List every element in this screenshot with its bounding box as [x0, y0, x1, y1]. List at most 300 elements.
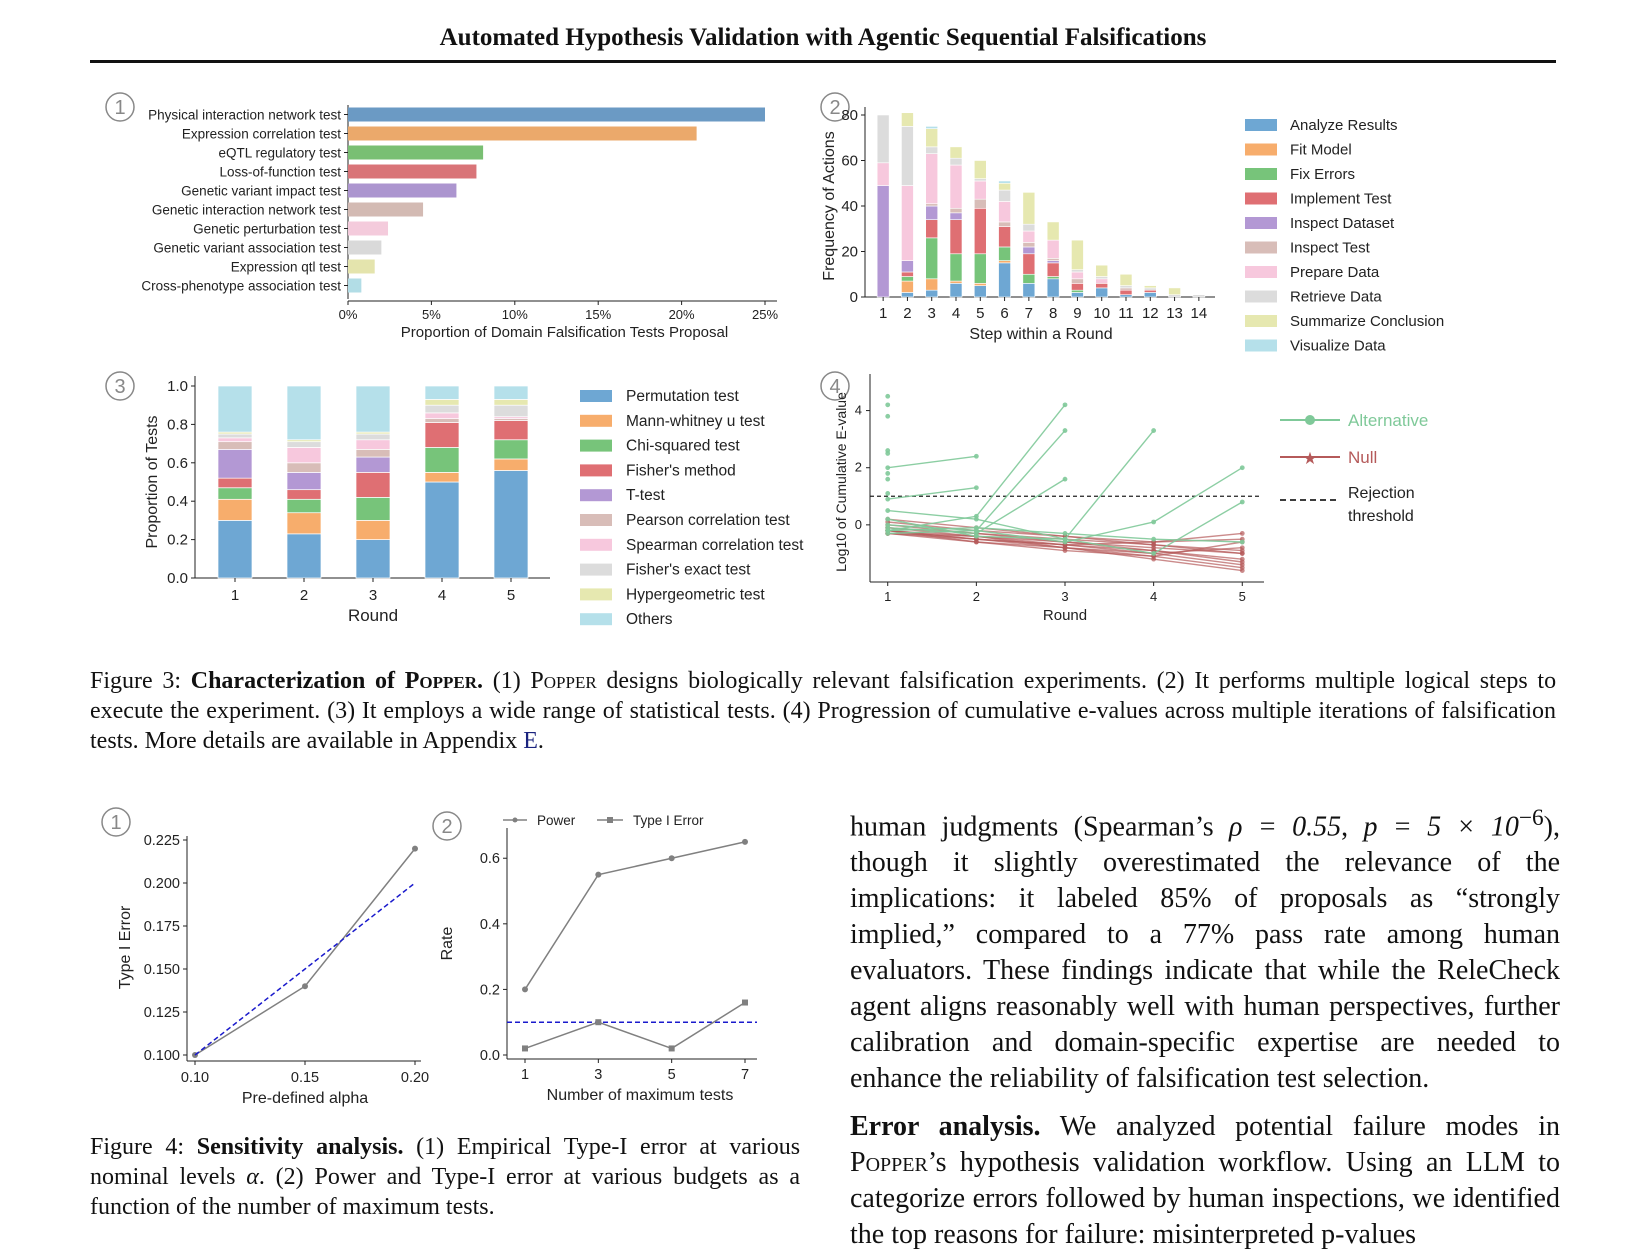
type1-error-point — [522, 1045, 528, 1051]
legend-label: Summarize Conclusion — [1290, 313, 1445, 330]
type1-error-point — [669, 1045, 675, 1051]
stacked-bar-segment — [1096, 277, 1108, 279]
alternative-point — [1151, 551, 1156, 556]
p1-text1: human judgments (Spearman’s — [850, 811, 1214, 843]
stacked-bar-segment — [218, 434, 252, 438]
stacked-bar-segment — [218, 438, 252, 442]
y-axis-label: Log10 of Cumulative E-value — [833, 392, 849, 572]
legend-swatch — [1245, 217, 1277, 229]
stacked-bar-segment — [1023, 283, 1035, 297]
panel-label: 2 — [829, 97, 841, 119]
power-point — [595, 872, 601, 878]
stacked-bar-segment — [1071, 270, 1083, 272]
category-label: Expression correlation test — [181, 126, 341, 142]
figure3-text2: designs biologically relevant falsification experiments. (2) It performs multiple logical steps to execute the experiment. (3) It employs a wide range of statistical tests. (4) Progression of cumulative e-values across multiple iterations of falsification tests. More details are available in Appendix — [90, 668, 1557, 754]
null-point — [1151, 542, 1156, 547]
stacked-bar-segment — [425, 472, 459, 482]
alternative-point — [1151, 520, 1156, 525]
stacked-bar-segment — [218, 488, 252, 500]
y-tick-label: 0.2 — [479, 982, 500, 999]
appendix-link[interactable]: E — [523, 728, 538, 754]
stacked-bar-segment — [494, 405, 528, 417]
category-label: Genetic variant impact test — [181, 183, 341, 199]
power-point — [522, 986, 528, 992]
stacked-bar-segment — [425, 413, 459, 419]
power-point — [742, 839, 748, 845]
stacked-bar-segment — [950, 147, 962, 158]
stacked-bar-segment — [999, 181, 1011, 183]
stacked-bar-segment — [287, 447, 321, 462]
category-label: Genetic perturbation test — [193, 221, 341, 237]
x-axis-label: Number of maximum tests — [546, 1087, 734, 1104]
figure4-caption — [90, 1132, 800, 1222]
x-tick-label: 7 — [1024, 305, 1034, 322]
bar — [348, 108, 765, 122]
stacked-bar-segment — [1023, 224, 1035, 231]
figure3-end: . — [537, 728, 544, 754]
legend-label: Chi-squared test — [626, 437, 740, 455]
figure4-text1: (1) Empirical Type-I error at various nominal levels — [90, 1134, 801, 1190]
stacked-bar-segment — [974, 199, 986, 208]
legend-label: Permutation test — [626, 388, 739, 405]
stacked-bar-segment — [356, 434, 390, 440]
error-analysis-heading: Error analysis. — [850, 1111, 1041, 1143]
legend-swatch — [580, 588, 612, 600]
x-axis-label: Round — [1042, 607, 1088, 624]
x-tick-label: 13 — [1166, 305, 1183, 322]
legend-null-marker: ★ — [1302, 449, 1318, 468]
alternative-point — [1240, 465, 1245, 470]
legend-swatch — [580, 539, 612, 551]
stacked-bar-segment — [901, 186, 913, 261]
type1-error-line — [195, 849, 415, 1055]
alternative-point — [974, 525, 979, 530]
stacked-bar-segment — [950, 283, 962, 297]
legend-swatch — [1245, 340, 1277, 352]
panel-label: 4 — [829, 376, 841, 398]
figure4-bold: Sensitivity analysis. — [196, 1134, 404, 1160]
stacked-bar-segment — [287, 534, 321, 578]
stacked-bar-segment — [1047, 240, 1059, 258]
stacked-bar-segment — [999, 247, 1011, 261]
fig4-panel1-chart — [90, 800, 430, 1130]
legend-swatch — [580, 514, 612, 526]
alternative-point — [1240, 540, 1245, 545]
y-tick-label: 0.4 — [479, 916, 500, 933]
legend-label: Analyze Results — [1290, 117, 1398, 134]
stacked-bar-segment — [901, 272, 913, 277]
legend-label: Spearman correlation test — [626, 536, 804, 554]
p1-pvalue: p = 5 × 10 — [1363, 811, 1519, 843]
paragraph-error-analysis — [850, 1109, 1560, 1253]
type1-error-line — [525, 1003, 745, 1049]
x-tick-label: 5 — [506, 587, 516, 604]
alpha-symbol: α — [246, 1164, 259, 1190]
x-axis-label: Pre-defined alpha — [241, 1090, 369, 1107]
stacked-bar-segment — [425, 447, 459, 472]
stacked-bar-segment — [287, 490, 321, 500]
bar — [348, 222, 388, 236]
stacked-bar-segment — [999, 261, 1011, 263]
null-point — [1063, 545, 1068, 550]
stacked-bar-segment — [1120, 290, 1132, 295]
stacked-bar-segment — [974, 283, 986, 285]
alternative-point — [885, 497, 890, 502]
type1-error-point — [302, 983, 308, 989]
stacked-bar-segment — [356, 449, 390, 457]
x-tick-label: 3 — [1061, 589, 1069, 604]
stacked-bar-segment — [1023, 274, 1035, 283]
stacked-bar-segment — [926, 279, 938, 290]
stacked-bar-segment — [926, 129, 938, 147]
alternative-point — [885, 394, 890, 399]
legend-label: Fisher's exact test — [626, 561, 751, 579]
null-point — [1240, 560, 1245, 565]
type1-error-point — [742, 1000, 748, 1006]
figure4-label: Figure 4: — [90, 1134, 185, 1160]
alternative-point — [974, 534, 979, 539]
category-label: Loss-of-function test — [219, 164, 341, 180]
null-point — [1240, 545, 1245, 550]
category-label: Genetic interaction network test — [151, 202, 341, 218]
stacked-bar-segment — [901, 292, 913, 297]
x-tick-label: 7 — [740, 1067, 750, 1083]
stacked-bar-segment — [926, 290, 938, 297]
stacked-bar-segment — [356, 440, 390, 450]
category-label: Expression qtl test — [230, 259, 341, 275]
panel-label-circle — [106, 93, 134, 121]
type1-error-point — [412, 846, 418, 852]
stacked-bar-segment — [287, 472, 321, 489]
legend-power-marker — [513, 818, 518, 823]
alternative-point — [885, 471, 890, 476]
stacked-bar-segment — [974, 286, 986, 297]
alternative-point — [885, 465, 890, 470]
x-axis-label: Step within a Round — [969, 326, 1113, 343]
legend-label: Inspect Test — [1290, 239, 1370, 257]
stacked-bar-segment — [926, 238, 938, 279]
legend-label: threshold — [1348, 508, 1414, 525]
stacked-bar-segment — [218, 499, 252, 520]
reference-diagonal-line — [195, 883, 415, 1055]
x-tick-label: 2 — [299, 587, 309, 604]
y-axis-label: Rate — [439, 926, 456, 961]
bar — [348, 127, 697, 141]
x-tick-label: 25% — [751, 307, 779, 322]
legend-swatch — [1245, 119, 1277, 131]
alternative-point — [1063, 531, 1068, 536]
stacked-bar-segment — [1023, 254, 1035, 274]
stacked-bar-segment — [974, 161, 986, 179]
stacked-bar-segment — [287, 442, 321, 448]
x-tick-label: 15% — [585, 307, 612, 322]
stacked-bar-segment — [1071, 272, 1083, 279]
x-tick-label: 0.10 — [180, 1070, 210, 1086]
p1-comma: , — [1341, 811, 1349, 843]
stacked-bar-segment — [999, 263, 1011, 297]
fig3-panel1-chart — [100, 85, 800, 350]
legend-swatch — [580, 464, 612, 476]
legend-label: Null — [1348, 448, 1378, 467]
stacked-bar-segment — [950, 213, 962, 220]
category-label: eQTL regulatory test — [218, 145, 341, 161]
x-tick-label: 1 — [884, 589, 892, 604]
legend-label: Inspect Dataset — [1290, 215, 1395, 232]
stacked-bar-segment — [974, 208, 986, 254]
stacked-bar-segment — [1047, 222, 1059, 240]
stacked-bar-segment — [926, 220, 938, 238]
y-tick-label: 0.4 — [167, 493, 188, 511]
stacked-bar-segment — [1120, 288, 1132, 290]
alternative-point — [1063, 477, 1068, 482]
stacked-bar-segment — [218, 478, 252, 488]
stacked-bar-segment — [1169, 295, 1181, 297]
legend-label: Implement Test — [1290, 190, 1392, 208]
alternative-point — [885, 402, 890, 407]
legend-label: Fisher's method — [626, 462, 736, 480]
y-tick-label: 4 — [854, 402, 862, 418]
legend-swatch — [1245, 315, 1277, 327]
y-tick-label: 0.6 — [479, 851, 500, 868]
stacked-bar-segment — [901, 277, 913, 282]
bar — [348, 203, 423, 217]
stacked-bar-segment — [877, 163, 889, 186]
stacked-bar-segment — [287, 513, 321, 534]
stacked-bar-segment — [1144, 290, 1156, 292]
stacked-bar-segment — [218, 449, 252, 478]
y-tick-label: 0 — [849, 289, 858, 306]
x-tick-label: 5% — [422, 307, 441, 322]
power-point — [669, 855, 675, 861]
stacked-bar-segment — [218, 520, 252, 578]
stacked-bar-segment — [1047, 279, 1059, 297]
stacked-bar-segment — [287, 386, 321, 440]
stacked-bar-segment — [950, 281, 962, 283]
stacked-bar-segment — [1023, 247, 1035, 254]
stacked-bar-segment — [1120, 286, 1132, 288]
y-tick-label: 2 — [854, 459, 862, 475]
stacked-bar-segment — [1144, 288, 1156, 290]
stacked-bar-segment — [877, 115, 889, 163]
stacked-bar-segment — [425, 482, 459, 578]
y-tick-label: 0.175 — [143, 919, 180, 935]
stacked-bar-segment — [1096, 283, 1108, 288]
x-tick-label: 10 — [1093, 305, 1111, 322]
header-rule — [90, 60, 1556, 63]
y-tick-label: 0.0 — [167, 570, 188, 587]
x-tick-label: 10% — [501, 307, 528, 322]
x-tick-label: 5 — [667, 1067, 676, 1083]
stacked-bar-segment — [877, 186, 889, 297]
stacked-bar-segment — [926, 204, 938, 206]
alternative-point — [885, 477, 890, 482]
legend-label: Alternative — [1348, 411, 1429, 430]
alternative-point — [974, 454, 979, 459]
stacked-bar-segment — [356, 457, 390, 472]
stacked-bar-segment — [1047, 277, 1059, 279]
stacked-bar-segment — [1096, 265, 1108, 276]
stacked-bar-segment — [1023, 242, 1035, 247]
alternative-line — [888, 488, 977, 499]
x-tick-label: 1 — [878, 305, 888, 322]
bar — [348, 279, 361, 293]
stacked-bar-segment — [950, 254, 962, 281]
stacked-bar-segment — [356, 540, 390, 578]
x-tick-label: 4 — [437, 587, 447, 604]
p1-text3: ), though it slightly overestimated the relevance of the implications: it labeled 85% of proposals as “strongly implied,” compared to a 77% pass rate among human evaluators. These findings indicate that while the ReleCheck agent aligns reasonably well with human perspectives, further calibration and domain-specific expertise are needed to enhance the reliability of falsification test selection. — [850, 811, 1560, 1095]
stacked-bar-segment — [1120, 295, 1132, 297]
alternative-point — [885, 517, 890, 522]
stacked-bar-segment — [218, 442, 252, 450]
x-tick-label: 4 — [951, 305, 961, 322]
legend-swatch — [580, 440, 612, 452]
x-tick-label: 1 — [230, 587, 240, 604]
panel-label: 1 — [110, 812, 122, 834]
stacked-bar-segment — [494, 421, 528, 440]
alternative-point — [1063, 402, 1068, 407]
x-tick-label: 3 — [927, 305, 936, 322]
x-axis-label: Proportion of Domain Falsification Tests Proposal — [400, 324, 729, 341]
legend-swatch — [580, 390, 612, 402]
stacked-bar-segment — [425, 386, 459, 399]
power-line — [525, 842, 745, 990]
figure3-popper: Popper. — [404, 668, 484, 694]
stacked-bar-segment — [425, 399, 459, 405]
figure3-label: Figure 3: — [90, 668, 182, 694]
stacked-bar-segment — [901, 281, 913, 292]
fig4-panel2-chart — [425, 800, 775, 1130]
y-axis-label: Frequency of Actions — [821, 131, 838, 281]
stacked-bar-segment — [1071, 292, 1083, 297]
p1-rho: ρ = 0.55 — [1229, 811, 1342, 843]
stacked-bar-segment — [287, 463, 321, 473]
body-column — [850, 800, 1560, 1253]
stacked-bar-segment — [356, 520, 390, 539]
running-header: Automated Hypothesis Validation with Agentic Sequential Falsifications — [439, 24, 1207, 51]
bar — [348, 241, 381, 255]
legend-swatch — [580, 489, 612, 501]
category-label: Cross-phenotype association test — [141, 278, 341, 294]
stacked-bar-segment — [901, 113, 913, 127]
x-tick-label: 5 — [976, 305, 985, 322]
type1-error-point — [595, 1019, 601, 1025]
x-tick-label: 2 — [903, 305, 912, 322]
category-label: Physical interaction network test — [148, 107, 341, 123]
y-axis-label: Proportion of Tests — [144, 415, 161, 549]
stacked-bar-segment — [494, 440, 528, 459]
stacked-bar-segment — [999, 201, 1011, 221]
x-tick-label: 6 — [1000, 305, 1009, 322]
stacked-bar-segment — [425, 419, 459, 423]
null-point — [1240, 568, 1245, 573]
stacked-bar-segment — [974, 254, 986, 284]
stacked-bar-segment — [1023, 192, 1035, 224]
alternative-line — [888, 405, 1065, 531]
y-tick-label: 0.2 — [167, 531, 188, 549]
legend-swatch — [580, 564, 612, 576]
p1-exponent: −6 — [1518, 805, 1544, 831]
y-tick-label: 0.150 — [143, 962, 180, 978]
x-tick-label: 4 — [1150, 589, 1158, 604]
bar — [348, 184, 456, 198]
y-tick-label: 0.8 — [167, 416, 188, 434]
fig3-panel4-chart — [815, 360, 1555, 640]
x-tick-label: 3 — [594, 1067, 603, 1083]
y-tick-label: 0.225 — [143, 833, 180, 849]
legend-alternative-marker — [1305, 415, 1315, 425]
figure3-bold: Characterization of — [190, 668, 396, 694]
y-tick-label: 0.125 — [143, 1005, 180, 1021]
stacked-bar-segment — [999, 190, 1011, 201]
figure3-text1: (1) — [492, 668, 521, 694]
y-tick-label: 0.200 — [143, 876, 180, 892]
x-tick-label: 0.15 — [290, 1070, 320, 1086]
stacked-bar-segment — [356, 472, 390, 497]
alternative-point — [1151, 428, 1156, 433]
x-tick-label: 0.20 — [400, 1070, 430, 1086]
alternative-point — [885, 414, 890, 419]
stacked-bar-segment — [1193, 295, 1205, 297]
legend-swatch — [1245, 168, 1277, 180]
null-point — [1240, 551, 1245, 556]
alternative-line — [888, 456, 977, 467]
x-tick-label: 2 — [972, 589, 980, 604]
stacked-bar-segment — [1071, 290, 1083, 292]
legend-swatch — [1245, 144, 1277, 156]
legend-label: T-test — [626, 487, 665, 505]
legend-swatch — [1245, 193, 1277, 205]
stacked-bar-segment — [494, 459, 528, 471]
legend-label: Hypergeometric test — [626, 586, 765, 604]
stacked-bar-segment — [356, 386, 390, 432]
alternative-point — [885, 451, 890, 456]
stacked-bar-segment — [425, 405, 459, 413]
x-tick-label: 9 — [1073, 305, 1082, 322]
legend-swatch — [1245, 266, 1277, 278]
y-tick-label: 20 — [841, 243, 858, 261]
alternative-point — [974, 517, 979, 522]
figure4-text2: . (2) Power and Type-I error at various budgets as a function of the number of maximum tests. — [90, 1164, 801, 1220]
y-tick-label: 0.6 — [167, 454, 188, 472]
panel-label-circle — [433, 812, 461, 840]
bar — [348, 146, 483, 160]
alternative-point — [885, 491, 890, 496]
stacked-bar-segment — [1120, 274, 1132, 285]
stacked-bar-segment — [1023, 231, 1035, 242]
stacked-bar-segment — [425, 422, 459, 447]
x-tick-label: 0% — [338, 307, 358, 322]
alternative-point — [974, 485, 979, 490]
legend-label: Rejection — [1348, 485, 1415, 502]
stacked-bar-segment — [1071, 283, 1083, 290]
stacked-bar-segment — [950, 165, 962, 208]
bar — [348, 260, 375, 274]
p2-text2: ’s hypothesis validation workflow. Using an LLM to categorize errors followed by human inspections, we identified the top reasons for failure: misinterpreted p-values — [850, 1147, 1560, 1251]
x-tick-label: 3 — [368, 587, 378, 604]
stacked-bar-segment — [1071, 279, 1083, 284]
panel-label-circle — [102, 808, 130, 836]
y-tick-label: 0.0 — [479, 1048, 500, 1064]
panel-label: 1 — [114, 97, 126, 119]
panel-label-circle — [106, 372, 134, 400]
stacked-bar-segment — [1047, 261, 1059, 263]
stacked-bar-segment — [999, 183, 1011, 190]
stacked-bar-segment — [494, 399, 528, 405]
p2-popper: Popper — [850, 1147, 928, 1179]
legend-label: Pearson correlation test — [626, 512, 790, 529]
legend-label: Mann-whitney u test — [626, 412, 765, 430]
category-label: Genetic variant association test — [153, 240, 341, 256]
